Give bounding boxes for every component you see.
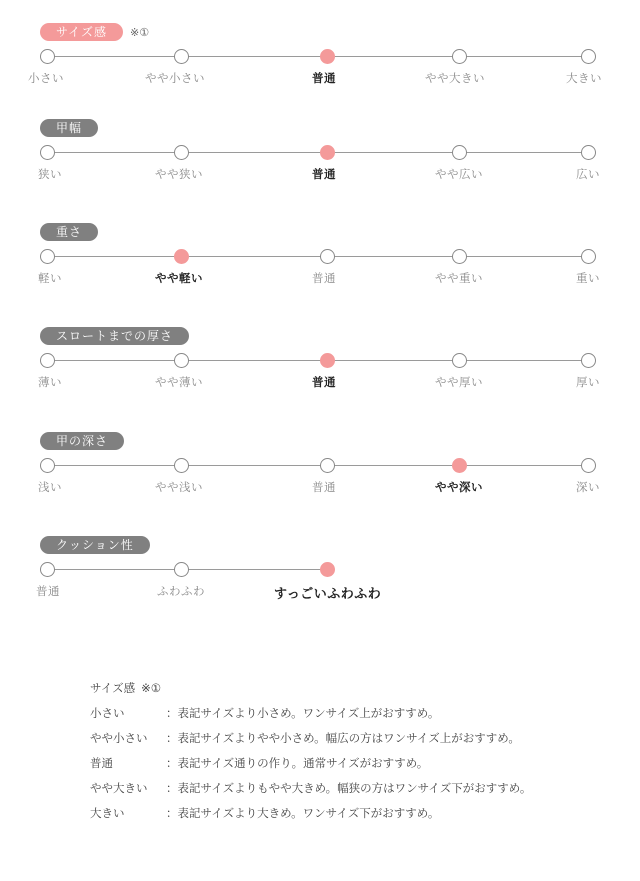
scale-label: 狭い bbox=[38, 167, 62, 181]
legend-desc: ：表記サイズより大きめ。ワンサイズ下がおすすめ。 bbox=[166, 805, 440, 820]
scale-point bbox=[581, 145, 596, 160]
scale-point bbox=[320, 458, 335, 473]
legend-term: 小さい bbox=[90, 705, 125, 720]
scale-label: 薄い bbox=[38, 375, 62, 389]
scale-track bbox=[48, 360, 589, 361]
scale-label: 普通 bbox=[312, 71, 336, 85]
scale-label: 深い bbox=[576, 480, 600, 494]
scale-label: やや浅い bbox=[155, 480, 203, 494]
scale-point bbox=[174, 353, 189, 368]
category-badge: クッション性 bbox=[40, 536, 150, 554]
legend-title: サイズ感 bbox=[90, 681, 136, 695]
legend-note: ※① bbox=[141, 681, 162, 695]
scale-point-selected bbox=[320, 145, 335, 160]
scale-track bbox=[48, 256, 589, 257]
scale-label: やや深い bbox=[435, 480, 483, 494]
legend-row bbox=[90, 725, 531, 750]
scale-label: やや薄い bbox=[155, 375, 203, 389]
scale-point bbox=[40, 145, 55, 160]
scale-track bbox=[48, 152, 589, 153]
scale-label: 小さい bbox=[28, 71, 64, 85]
scale-point bbox=[581, 458, 596, 473]
scale-label: 普通 bbox=[36, 584, 60, 598]
legend-desc: ：表記サイズ通りの作り。通常サイズがおすすめ。 bbox=[166, 755, 429, 770]
scale-label: やや軽い bbox=[155, 271, 203, 285]
scale-label: 普通 bbox=[312, 271, 336, 285]
scale-point-selected bbox=[320, 353, 335, 368]
scale-label: ふわふわ bbox=[157, 584, 205, 598]
scale-label: やや厚い bbox=[435, 375, 483, 389]
scale-point bbox=[581, 353, 596, 368]
scale-label: 普通 bbox=[312, 375, 336, 389]
scale-point bbox=[40, 353, 55, 368]
category-badge: 甲幅 bbox=[40, 119, 98, 137]
scale-label: やや大きい bbox=[425, 71, 485, 85]
scale-point bbox=[452, 49, 467, 64]
scale-label: 普通 bbox=[312, 167, 336, 181]
scale-point-selected bbox=[320, 49, 335, 64]
category-badge: 甲の深さ bbox=[40, 432, 124, 450]
scale-label: やや広い bbox=[435, 167, 483, 181]
rating-cushion bbox=[0, 535, 640, 615]
scale-point bbox=[40, 562, 55, 577]
rating-weight bbox=[0, 222, 640, 302]
legend-row bbox=[90, 700, 531, 725]
scale-label: 広い bbox=[576, 167, 600, 181]
scale-point bbox=[581, 249, 596, 264]
category-badge: 重さ bbox=[40, 223, 98, 241]
legend-desc: ：表記サイズより小さめ。ワンサイズ上がおすすめ。 bbox=[166, 705, 440, 720]
scale-point bbox=[174, 145, 189, 160]
legend-row bbox=[90, 750, 531, 775]
legend-row bbox=[90, 800, 531, 825]
scale-point bbox=[40, 49, 55, 64]
scale-point-selected bbox=[174, 249, 189, 264]
scale-point bbox=[40, 249, 55, 264]
category-badge: スロートまでの厚さ bbox=[40, 327, 189, 345]
scale-point bbox=[174, 49, 189, 64]
legend-term: 大きい bbox=[90, 805, 125, 820]
scale-label: 大きい bbox=[566, 71, 602, 85]
note-reference: ※① bbox=[130, 25, 150, 39]
size-legend bbox=[90, 676, 531, 825]
scale-point bbox=[40, 458, 55, 473]
rating-size bbox=[0, 22, 640, 102]
scale-point-selected bbox=[320, 562, 335, 577]
scale-track bbox=[48, 465, 589, 466]
rating-width bbox=[0, 118, 640, 198]
scale-point bbox=[452, 249, 467, 264]
scale-label: 浅い bbox=[38, 480, 62, 494]
legend-desc: ：表記サイズよりやや小さめ。幅広の方はワンサイズ上がおすすめ。 bbox=[166, 730, 520, 745]
rating-instep bbox=[0, 431, 640, 511]
legend-row bbox=[90, 775, 531, 800]
scale-label: 普通 bbox=[312, 480, 336, 494]
scale-label: 重い bbox=[576, 271, 600, 285]
scale-point bbox=[452, 353, 467, 368]
legend-term: やや小さい bbox=[90, 730, 148, 745]
scale-label: 厚い bbox=[576, 375, 600, 389]
scale-point bbox=[452, 145, 467, 160]
scale-label: すっごいふわふわ bbox=[274, 587, 382, 602]
legend-term: 普通 bbox=[90, 755, 113, 770]
category-badge: サイズ感 bbox=[40, 23, 123, 41]
scale-label: やや重い bbox=[435, 271, 483, 285]
scale-point bbox=[581, 49, 596, 64]
legend-term: やや大きい bbox=[90, 780, 148, 795]
legend-desc: ：表記サイズよりもやや大きめ。幅狭の方はワンサイズ下がおすすめ。 bbox=[166, 780, 532, 795]
scale-point bbox=[320, 249, 335, 264]
scale-label: やや小さい bbox=[145, 71, 205, 85]
scale-label: 軽い bbox=[38, 271, 62, 285]
scale-track bbox=[48, 56, 589, 57]
scale-label: やや狭い bbox=[155, 167, 203, 181]
scale-point bbox=[174, 458, 189, 473]
rating-throat bbox=[0, 326, 640, 406]
scale-point bbox=[174, 562, 189, 577]
scale-point-selected bbox=[452, 458, 467, 473]
